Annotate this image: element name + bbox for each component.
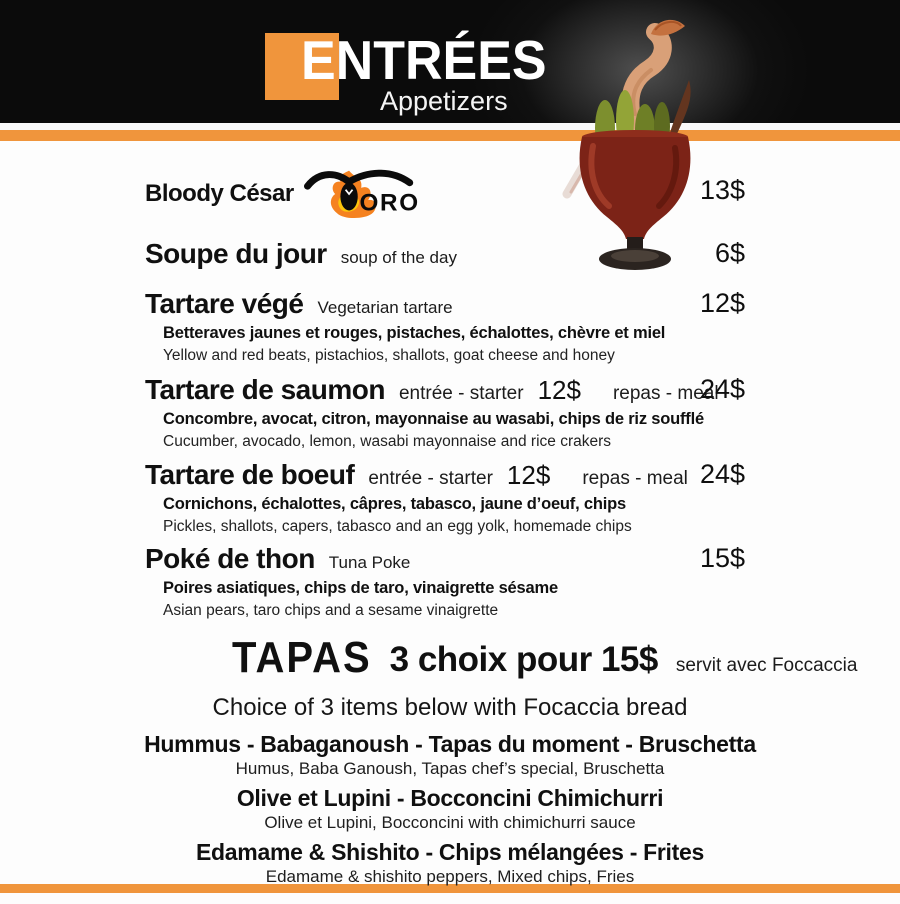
item-price: 24$ (699, 374, 745, 404)
starter-label: entrée - starter (368, 468, 493, 489)
meal-label: repas - meal (612, 383, 719, 404)
cocktail-image (555, 6, 705, 271)
menu-item-poke-de-thon (145, 543, 750, 621)
meal-label: repas - meal (582, 468, 688, 489)
menu-item-tartare-saumon (145, 374, 750, 452)
menu-item-tartare-boeuf (145, 459, 750, 537)
tapas-headline: 3 choix pour 15$ (389, 640, 658, 679)
item-desc-en: Cucumber, avocado, lemon, wasabi mayonnaise and rice crakers (163, 433, 612, 450)
tapas-group-fr: Edamame & Shishito - Chips mélangées - Frites (196, 839, 704, 865)
item-name: Bloody César (145, 180, 294, 207)
item-desc-fr: Betteraves jaunes et rouges, pistaches, échalottes, chèvre et miel (163, 324, 666, 342)
item-price: 24$ (699, 459, 745, 489)
menu-item-tartare-vege (145, 288, 750, 366)
toro-logo-text: ORO (359, 189, 420, 217)
starter-price: 12$ (537, 375, 581, 405)
starter-price: 12$ (506, 460, 551, 490)
item-desc-fr: Concombre, avocat, citron, mayonnaise au wasabi, chips de riz soufflé (163, 410, 704, 428)
starter-label: entrée - starter (398, 383, 524, 404)
item-price: 15$ (699, 543, 745, 573)
item-desc-en: Pickles, shallots, capers, tabasco and an egg yolk, homemade chips (163, 518, 632, 535)
item-name: Tartare végé (145, 288, 304, 319)
toro-logo (304, 165, 434, 223)
item-subtitle: Vegetarian tartare (317, 298, 453, 317)
item-subtitle: soup of the day (340, 248, 457, 267)
item-desc-fr: Cornichons, échalottes, câpres, tabasco, jaune d’oeuf, chips (163, 495, 626, 513)
tapas-group-en: Humus, Baba Ganoush, Tapas chef’s special, Bruschetta (235, 759, 665, 778)
tapas-subtitle: Choice of 3 items below with Focaccia bread (212, 694, 688, 721)
item-price: 6$ (714, 238, 745, 268)
item-price: 12$ (699, 288, 745, 318)
item-desc-en: Asian pears, taro chips and a sesame vinaigrette (163, 602, 499, 619)
tapas-group-en: Olive et Lupini, Bocconcini with chimichurri sauce (264, 813, 636, 832)
tapas-groups (0, 731, 900, 893)
item-name: Soupe du jour (145, 238, 327, 269)
tapas-group-fr: Olive et Lupini - Bocconcini Chimichurri (236, 785, 664, 811)
item-name: Poké de thon (145, 543, 315, 574)
tapas-group-en: Edamame & shishito peppers, Mixed chips, Fries (265, 867, 635, 886)
item-name: Tartare de saumon (145, 374, 385, 405)
item-subtitle: Tuna Poke (328, 553, 411, 572)
item-desc-en: Yellow and red beats, pistachios, shallots, goat cheese and honey (163, 347, 615, 364)
header-gap (0, 123, 900, 130)
item-name: Tartare de boeuf (145, 459, 355, 490)
page-subtitle: Appetizers (380, 86, 508, 116)
top-divider (0, 130, 900, 141)
tapas-group-fr: Hummus - Babaganoush - Tapas du moment - Bruschetta (144, 731, 756, 757)
tapas-title: TAPAS (232, 634, 372, 682)
item-price: 13$ (699, 175, 745, 205)
page-title: ENTRÉES (301, 30, 547, 92)
tapas-note: servit avec Foccaccia (675, 655, 858, 676)
tapas-header (232, 636, 857, 681)
menu-header (0, 0, 900, 123)
item-desc-fr: Poires asiatiques, chips de taro, vinaigrette sésame (163, 579, 558, 597)
